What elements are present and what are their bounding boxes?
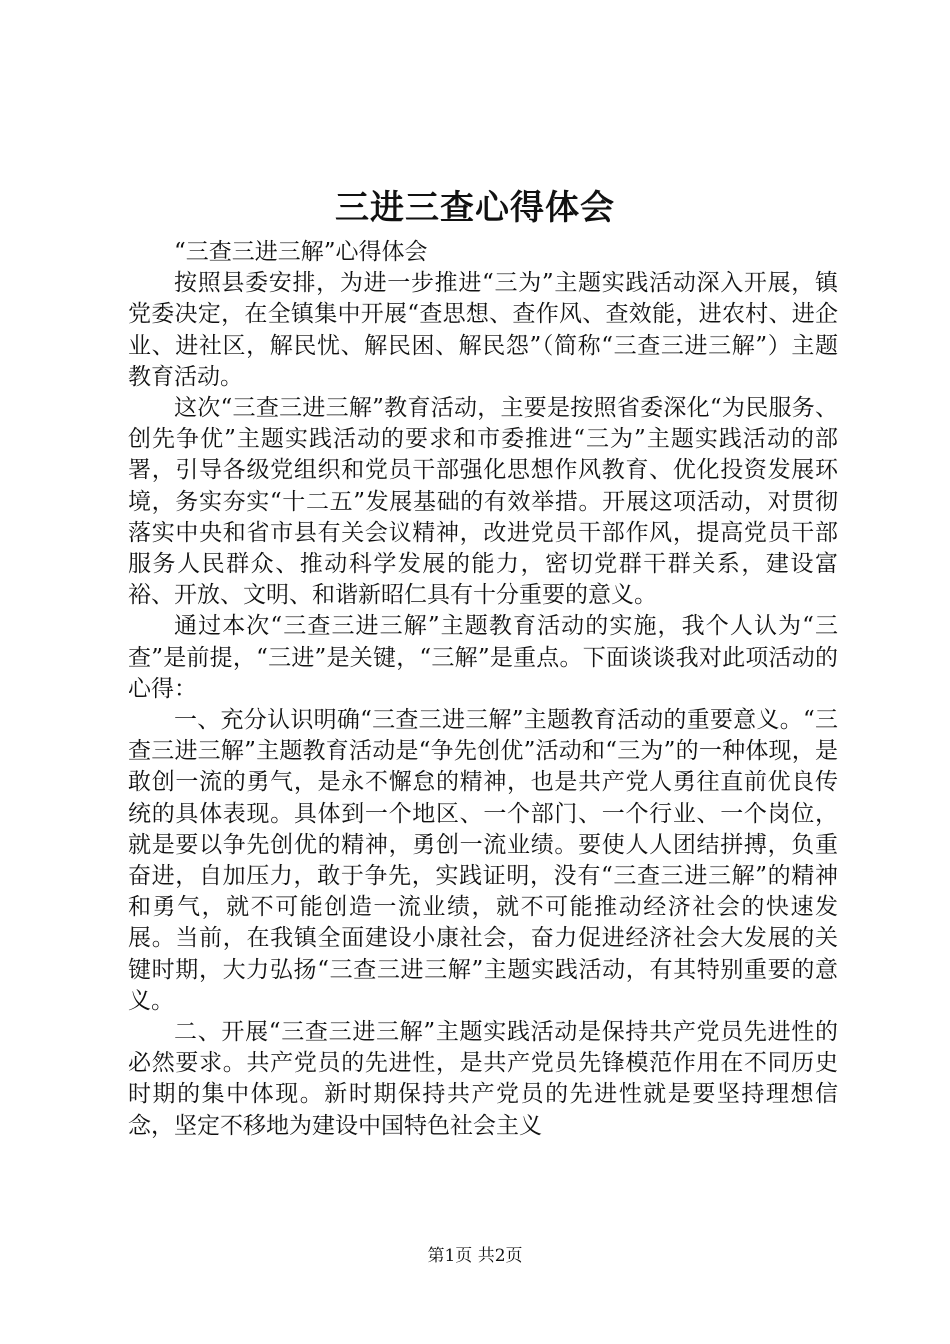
paragraph-1: 按照县委安排，为进一步推进“三为”主题实践活动深入开展，镇党委决定，在全镇集中开展“查思想、查作风、查效能，进农村、进企业、进社区，解民忧、解民困、解民怨”（简称“三查三进三解”）主题教育活动。 — [128, 270, 838, 390]
page-footer: 第1页 共2页 — [427, 1246, 523, 1266]
paragraph-4: 一、充分认识明确“三查三进三解”主题教育活动的重要意义。“三查三进三解”主题教育活动是“争先创优”活动和“三为”的一种体现，是敢创一流的勇气，是永不懈怠的精神，也是共产党人勇往直前优良传统的具体表现。具体到一个地区、一个部门、一个行业、一个岗位，就是要以争先创优的精神，勇创一流业绩。要使人人团结拼搏，负重奋进，自加压力，敢于争先，实践证明，没有“三查三进三解”的精神和勇气，就不可能创造一流业绩，就不可能推动经济社会的快速发展。当前，在我镇全面建设小康社会，奋力促进经济社会大发展的关键时期，大力弘扬“三查三进三解”主题实践活动，有其特别重要的意义。 — [128, 707, 838, 1014]
paragraph-2: 这次“三查三进三解”教育活动，主要是按照省委深化“为民服务、创先争优”主题实践活动的要求和市委推进“三为”主题实践活动的部署，引导各级党组织和党员干部强化思想作风教育、优化投资发展环境，务实夯实“十二五”发展基础的有效举措。开展这项活动，对贯彻落实中央和省市县有关会议精神，改进党员干部作风，提高党员干部服务人民群众、推动科学发展的能力，密切党群干群关系，建设富裕、开放、文明、和谐新昭仁具有十分重要的意义。 — [128, 395, 838, 609]
document-subtitle: “三查三进三解”心得体会 — [174, 239, 428, 265]
paragraph-5: 二、开展“三查三进三解”主题实践活动是保持共产党员先进性的必然要求。共产党员的先进性，是共产党员先锋模范作用在不同历史时期的集中体现。新时期保持共产党员的先进性就是要坚持理想信念，坚定不移地为建设中国特色社会主义 — [128, 1019, 838, 1139]
document-body — [128, 237, 838, 1142]
paragraph-3: 通过本次“三查三进三解”主题教育活动的实施，我个人认为“三查”是前提，“三进”是关键，“三解”是重点。下面谈谈我对此项活动的心得： — [128, 613, 838, 702]
document-title: 三进三查心得体会 — [335, 188, 615, 228]
